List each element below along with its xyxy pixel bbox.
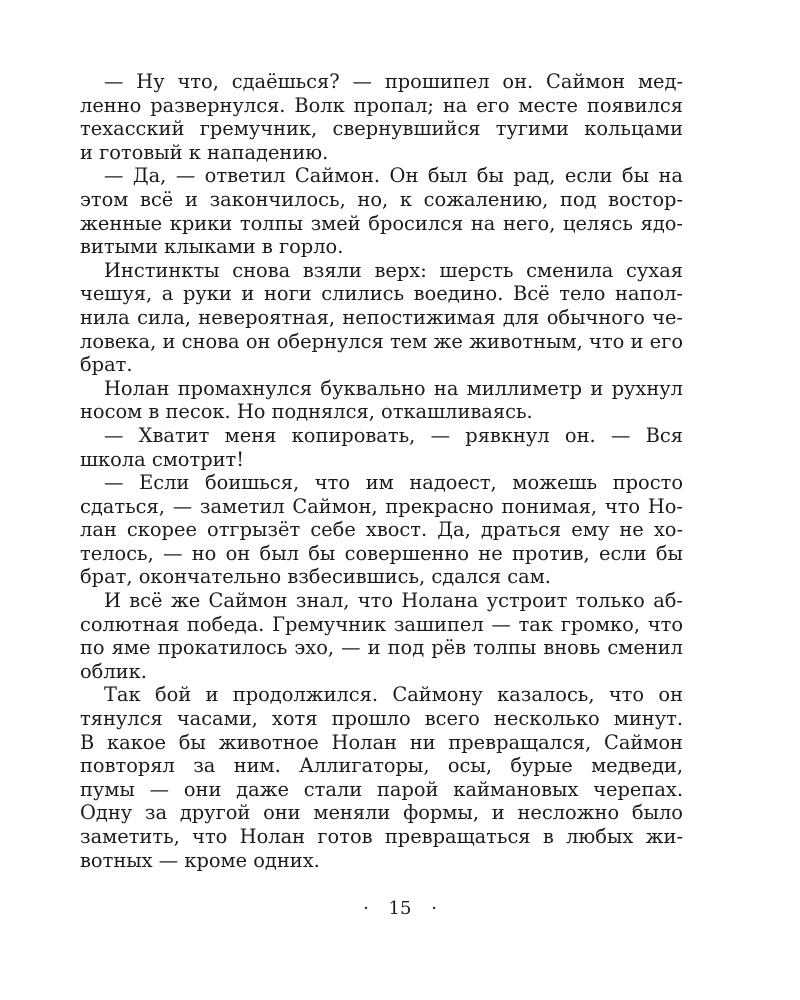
text-line: школа смотрит! [80, 447, 245, 471]
text-line: лан скорее отгрызёт себе хвост. Да, драться ему не хо- [80, 518, 683, 542]
text-line: техасский гремучник, свернувшийся тугими кольцами [80, 117, 683, 141]
text-line: ленно развернулся. Волк пропал; на его месте появился [80, 93, 683, 117]
text-line: этом всё и закончилось, но, к сожалению, под востор- [80, 187, 683, 211]
page-number: 15 [388, 898, 412, 919]
paragraph [80, 471, 683, 589]
paragraph [80, 424, 683, 471]
paragraph [80, 70, 683, 164]
paragraph [80, 589, 683, 683]
text-line: И всё же Саймон знал, что Нолана устроит только аб- [104, 589, 683, 613]
text-line: телось, — но он был бы совершенно не против, если бы [80, 541, 683, 565]
text-line: — Хватит меня копировать, — рявкнул он. — Вся [104, 423, 683, 447]
page-number-ornament-left: · [363, 898, 369, 919]
paragraph [80, 683, 683, 872]
text-line: солютная победа. Гремучник зашипел — так громко, что [80, 612, 683, 636]
paragraph [80, 164, 683, 258]
text-line: В какое бы животное Нолан ни превращался, Саймон [80, 730, 683, 754]
text-line: чешуя, а руки и ноги слились воедино. Всё тело напол- [80, 282, 683, 306]
text-line: — Если боишься, что им надоест, можешь просто [104, 471, 683, 495]
text-line: по яме прокатилось эхо, — и под рёв толпы вновь сменил [80, 636, 683, 660]
text-line: Нолан промахнулся буквально на миллиметр и рухнул [104, 376, 683, 400]
text-line: — Ну что, сдаёшься? — прошипел он. Саймон мед- [104, 70, 683, 93]
text-line: вотных — кроме одних. [80, 848, 320, 872]
text-line: заметить, что Нолан готов превращаться в любых жи- [80, 825, 683, 848]
page-text [80, 70, 683, 872]
page-number-footer [0, 898, 800, 919]
text-line: женные крики толпы змей бросился на него, целясь ядо- [80, 211, 683, 235]
text-line: ловека, и снова он обернулся тем же животным, что и его [80, 329, 683, 353]
text-line: брат. [80, 353, 133, 377]
page-number-ornament-right: · [431, 898, 437, 919]
text-line: нила сила, невероятная, непостижимая для обычного че- [80, 305, 683, 329]
text-line: тянулся часами, хотя прошло всего несколько минут. [80, 707, 683, 731]
text-line: Так бой и продолжился. Саймону казалось, что он [104, 683, 683, 707]
text-line: Одну за другой они меняли формы, и несложно было [80, 801, 683, 825]
paragraph [80, 259, 683, 377]
text-line: и готовый к нападению. [80, 140, 329, 164]
text-line: повторял за ним. Аллигаторы, осы, бурые медведи, [80, 754, 683, 778]
text-line: облик. [80, 659, 147, 683]
text-line: витыми клыками в горло. [80, 235, 344, 259]
paragraph [80, 377, 683, 424]
text-line: пумы — они даже стали парой каймановых черепах. [80, 777, 683, 801]
text-line: Инстинкты снова взяли верх: шерсть сменила сухая [104, 258, 683, 282]
text-line: сдаться, — заметил Саймон, прекрасно понимая, что Но- [80, 494, 683, 518]
text-line: — Да, — ответил Саймон. Он был бы рад, если бы на [104, 164, 683, 188]
text-line: носом в песок. Но поднялся, откашливаясь. [80, 400, 533, 424]
text-line: брат, окончательно взбесившись, сдался сам. [80, 565, 551, 589]
